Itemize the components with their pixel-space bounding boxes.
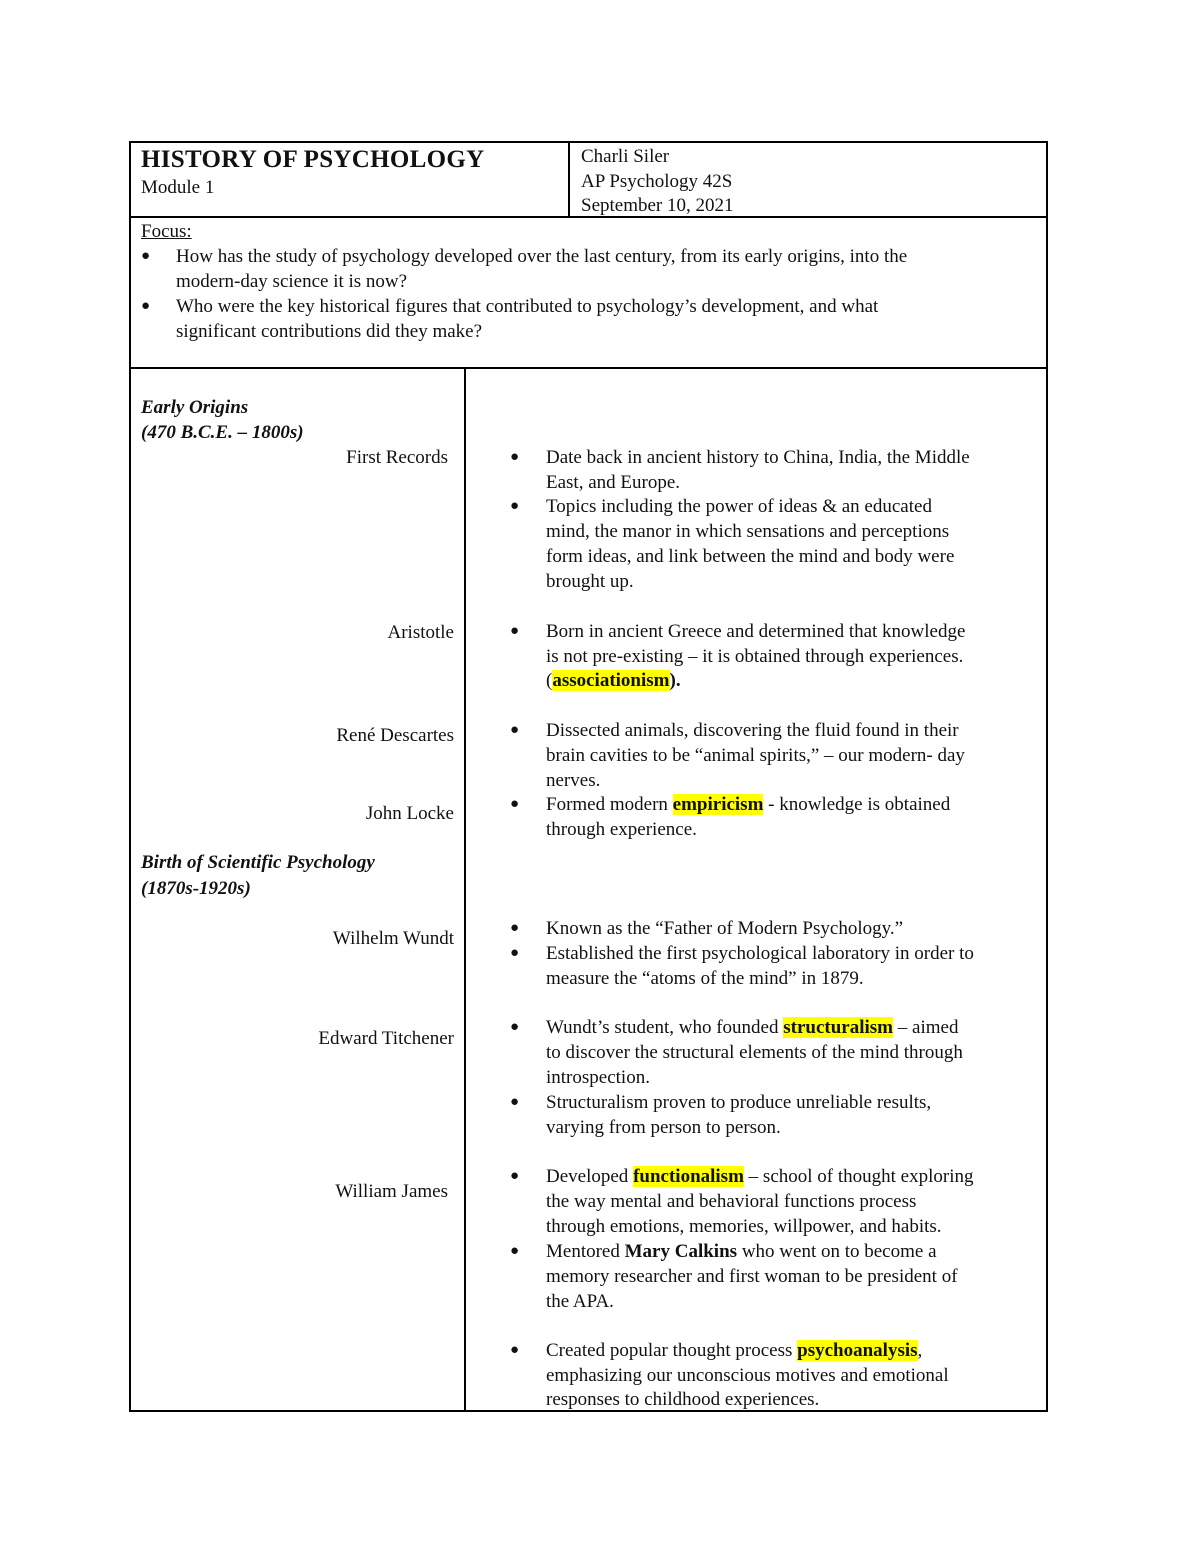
note-line: brain cavities to be “animal spirits,” – our modern- day	[546, 745, 965, 766]
note-line: East, and Europe.	[546, 472, 681, 493]
note-text: Created popular thought process	[546, 1340, 798, 1361]
table-top-border	[129, 141, 1048, 143]
note-bullet: ●	[510, 498, 520, 514]
paren-close: ).	[669, 670, 681, 691]
note-bullet: ●	[510, 796, 520, 812]
note-bullet: ●	[510, 945, 520, 961]
note-text: - knowledge is obtained	[763, 794, 951, 815]
section-dates: (470 B.C.E. – 1800s)	[141, 422, 304, 443]
focus-question-1-cont: modern-day science it is now?	[176, 271, 408, 292]
note-line: brought up.	[546, 571, 634, 592]
note-line: the APA.	[546, 1291, 614, 1312]
topic-locke: John Locke	[365, 803, 454, 824]
focus-question-1: How has the study of psychology developed over the last century, from its early origins, into the	[176, 246, 908, 267]
note-bullet: ●	[510, 1168, 520, 1184]
highlighted-term: associationism	[552, 670, 670, 691]
topic-aristotle: Aristotle	[387, 622, 454, 643]
section-title: Early Origins	[141, 397, 249, 418]
note-line: to discover the structural elements of the mind through	[546, 1042, 963, 1063]
section-title: Birth of Scientific Psychology	[141, 852, 375, 873]
note-line: nerves.	[546, 770, 601, 791]
date: September 10, 2021	[581, 195, 734, 216]
note-bullet: ●	[510, 1019, 520, 1035]
note-text: Formed modern	[546, 794, 673, 815]
notes-column-divider	[464, 367, 466, 1412]
note-bullet: ●	[510, 722, 520, 738]
note-line: Date back in ancient history to China, India, the Middle	[546, 447, 970, 468]
note-line: Known as the “Father of Modern Psychology.”	[546, 918, 904, 939]
note-line: form ideas, and link between the mind and body were	[546, 546, 955, 567]
topic-first-records: First Records	[346, 447, 448, 468]
person-name: Mary Calkins	[624, 1241, 738, 1262]
note-bullet: ●	[510, 1342, 520, 1358]
note-line: memory researcher and first woman to be president of	[546, 1266, 958, 1287]
student-name: Charli Siler	[581, 146, 670, 167]
note-line: is not pre-existing – it is obtained through experiences.	[546, 646, 964, 667]
focus-divider	[129, 367, 1048, 369]
section-dates: (1870s-1920s)	[141, 878, 251, 899]
note-bullet: ●	[510, 1243, 520, 1259]
highlighted-term: structuralism	[783, 1017, 894, 1038]
topic-titchener: Edward Titchener	[318, 1028, 454, 1049]
note-bullet: ●	[510, 449, 520, 465]
note-line	[546, 668, 681, 693]
focus-question-2-cont: significant contributions did they make?	[176, 321, 483, 342]
note-line: responses to childhood experiences.	[546, 1389, 820, 1410]
paren-open: (	[546, 670, 553, 691]
note-line: Born in ancient Greece and determined that knowledge	[546, 621, 966, 642]
note-text: – aimed	[893, 1017, 959, 1038]
note-text: Wundt’s student, who founded	[546, 1017, 784, 1038]
note-text: Mentored	[546, 1241, 625, 1262]
module-label: Module 1	[141, 177, 215, 198]
note-line: Structuralism proven to produce unreliable results,	[546, 1092, 932, 1113]
note-bullet: ●	[510, 1094, 520, 1110]
note-line	[546, 1164, 973, 1189]
note-line: introspection.	[546, 1067, 650, 1088]
focus-bullet: ●	[141, 248, 151, 264]
note-line: Dissected animals, discovering the fluid found in their	[546, 720, 959, 741]
note-line	[546, 792, 950, 817]
note-line: Established the first psychological laboratory in order to	[546, 943, 974, 964]
course-name: AP Psychology 42S	[581, 171, 733, 192]
note-line: emphasizing our unconscious motives and emotional	[546, 1365, 949, 1386]
table-right-border	[1046, 141, 1048, 1412]
page-title: HISTORY OF PSYCHOLOGY	[141, 146, 485, 173]
table-left-border	[129, 141, 131, 1412]
note-line: through experience.	[546, 819, 697, 840]
header-column-divider	[568, 141, 570, 218]
note-line	[546, 1015, 958, 1040]
topic-descartes: René Descartes	[336, 725, 454, 746]
note-line: measure the “atoms of the mind” in 1879.	[546, 968, 864, 989]
note-line: mind, the manor in which sensations and perceptions	[546, 521, 950, 542]
note-line	[546, 1239, 937, 1264]
note-line: through emotions, memories, willpower, and habits.	[546, 1216, 942, 1237]
note-bullet: ●	[510, 623, 520, 639]
note-line: Topics including the power of ideas & an educated	[546, 496, 932, 517]
topic-james: William James	[335, 1181, 448, 1202]
topic-wundt: Wilhelm Wundt	[332, 928, 454, 949]
note-text: who went on to become a	[737, 1241, 937, 1262]
note-line	[546, 1338, 922, 1363]
note-bullet: ●	[510, 920, 520, 936]
highlighted-term: empiricism	[672, 794, 764, 815]
note-text: – school of thought exploring	[743, 1166, 974, 1187]
highlighted-term: functionalism	[633, 1166, 744, 1187]
note-line: varying from person to person.	[546, 1117, 781, 1138]
highlighted-term: psychoanalysis	[797, 1340, 918, 1361]
focus-label: Focus:	[141, 221, 192, 242]
note-text: Developed	[546, 1166, 634, 1187]
note-line: the way mental and behavioral functions process	[546, 1191, 917, 1212]
focus-bullet: ●	[141, 298, 151, 314]
note-text: ,	[917, 1340, 923, 1361]
focus-question-2: Who were the key historical figures that contributed to psychology’s development, and what	[176, 296, 879, 317]
